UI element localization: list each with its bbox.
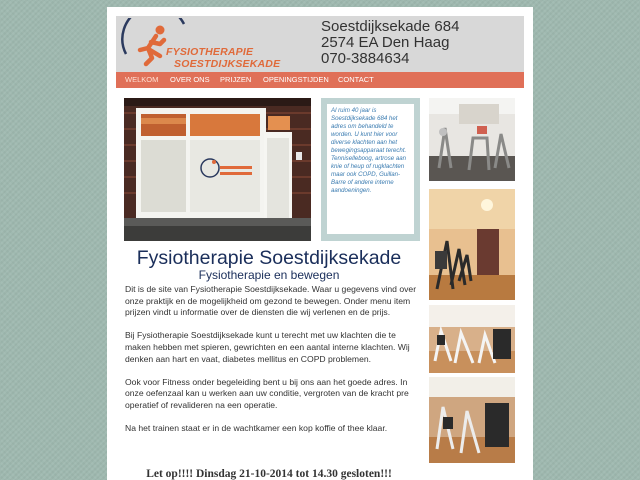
logo-text-line2: SOESTDIJKSEKADE: [174, 58, 281, 70]
site-logo[interactable]: [120, 18, 281, 70]
page-container: [107, 7, 533, 480]
content-paragraph: Dit is de site van Fysiotherapie Soestdijksekade. Waar u gegevens vind over onze praktijk en de mogelijkheid om gezond te bewegen. Onder menu item prijzen vindt u informatie over de diensten die wij verlenen en de prijs.: [125, 284, 417, 318]
intro-quote-box: [321, 98, 420, 241]
content-paragraph: Bij Fysiotherapie Soestdijksekade kunt u terecht met uw klachten die te maken hebben met spieren, gewrichten en een aantal interne klachten. Wij denken aan hart en vaat, diabetes mellitus en COPD problemen.: [125, 330, 410, 364]
site-header: [116, 16, 524, 72]
address-city: 2574 EA Den Haag: [321, 34, 450, 51]
intro-quote-text: Al ruim 40 jaar is Soestdijksekade 684 het adres om behandeld te worden. U kunt hier voor diverse klachten aan het bewegingsapparaat terecht. Tenniselleboog, artrose aan knie of heup of rugklachten maar ook COPD, Guillan-Barre of andere interne aandoeningen.: [331, 107, 407, 194]
address-street: Soestdijksekade 684: [321, 18, 460, 35]
nav-item-over-ons[interactable]: OVER ONS: [170, 75, 210, 84]
gym-photo-3: [429, 305, 515, 373]
gym-photo-4: [429, 377, 515, 463]
intro-quote-inner: [327, 104, 414, 234]
page-title: Fysiotherapie Soestdijksekade: [136, 247, 402, 269]
storefront-photo: [124, 98, 311, 241]
content-paragraph: Na het trainen staat er in de wachtkamer een kop koffie of thee klaar.: [125, 423, 388, 434]
nav-item-prijzen[interactable]: PRIJZEN: [220, 75, 252, 84]
nav-item-welkom[interactable]: WELKOM: [125, 75, 159, 84]
main-content: [125, 284, 417, 446]
practice-address: [321, 19, 459, 67]
closure-notice: Let op!!!! Dinsdag 21-10-2014 tot 14.30 gesloten!!!: [146, 468, 392, 480]
nav-item-openingstijden[interactable]: OPENINGSTIJDEN: [263, 75, 329, 84]
gym-photo-1: [429, 98, 515, 181]
page-subtitle: Fysiotherapie en bewegen: [198, 268, 340, 282]
nav-item-contact[interactable]: CONTACT: [338, 75, 374, 84]
content-paragraph: Ook voor Fitness onder begeleiding bent u bij ons aan het goede adres. In onze oefenzaal kan u werken aan uw conditie, vergroten van de kracht pre operatief of revalideren na een operatie.: [125, 376, 409, 410]
address-phone: 070-3884634: [321, 50, 410, 67]
logo-text-line1: FYSIOTHERAPIE: [166, 46, 254, 58]
main-nav: [116, 72, 524, 88]
gym-photo-2: [429, 189, 515, 300]
